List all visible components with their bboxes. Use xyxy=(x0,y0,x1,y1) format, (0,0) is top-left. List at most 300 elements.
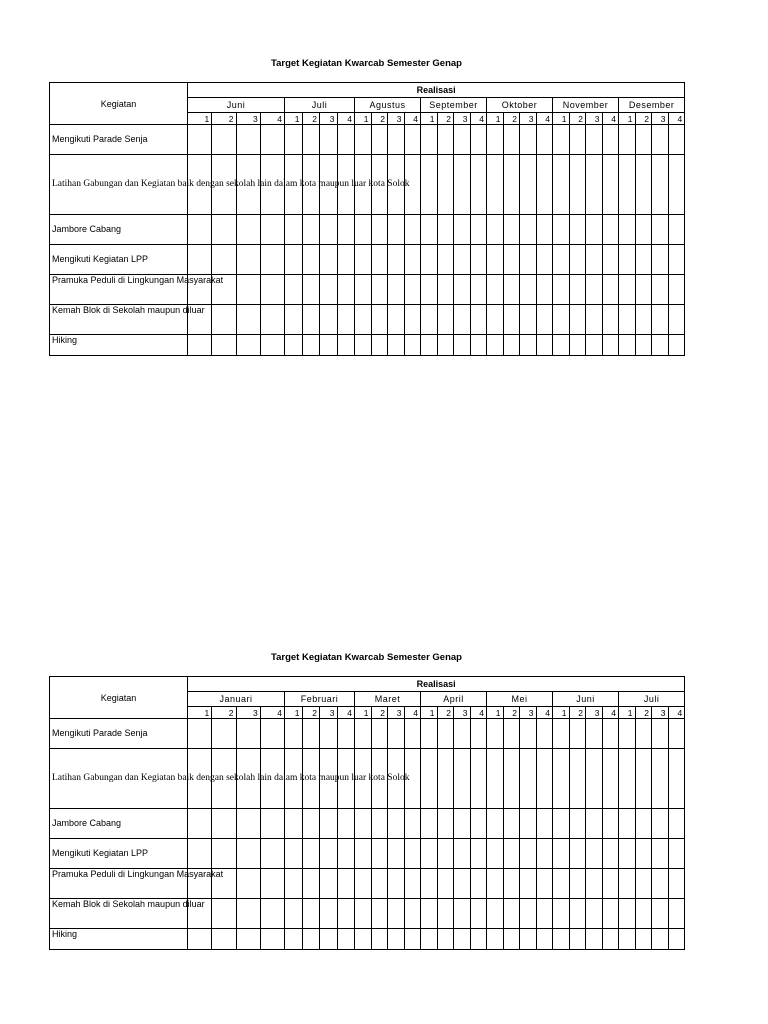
activity-name: Jambore Cabang xyxy=(50,809,188,839)
schedule-cell xyxy=(586,305,603,335)
month-header: September xyxy=(421,98,487,113)
schedule-cell xyxy=(602,335,619,356)
schedule-cell xyxy=(260,245,284,275)
week-number: 1 xyxy=(487,707,504,719)
activity-name: Mengikuti Kegiatan LPP xyxy=(50,245,188,275)
table-row xyxy=(50,749,685,809)
week-number: 2 xyxy=(503,113,520,125)
schedule-cell xyxy=(668,275,685,305)
week-number: 1 xyxy=(553,113,570,125)
schedule-cell xyxy=(503,305,520,335)
schedule-cell xyxy=(285,869,303,899)
schedule-cell xyxy=(188,839,212,869)
schedule-cell xyxy=(652,215,669,245)
schedule-cell xyxy=(260,869,284,899)
schedule-cell xyxy=(285,839,303,869)
schedule-cell xyxy=(371,809,388,839)
schedule-cell xyxy=(487,245,504,275)
schedule-cell xyxy=(602,125,619,155)
table-row xyxy=(50,245,685,275)
schedule-cell xyxy=(302,245,320,275)
schedule-cell xyxy=(652,245,669,275)
activity-name: Mengikuti Kegiatan LPP xyxy=(50,839,188,869)
schedule-cell xyxy=(371,275,388,305)
schedule-cell xyxy=(668,899,685,929)
schedule-cell xyxy=(355,899,372,929)
schedule-cell xyxy=(212,809,236,839)
schedule-cell xyxy=(260,899,284,929)
schedule-cell xyxy=(487,335,504,356)
schedule-cell xyxy=(320,839,338,869)
schedule-cell xyxy=(668,869,685,899)
schedule-cell xyxy=(212,305,236,335)
schedule-cell xyxy=(487,899,504,929)
schedule-cell xyxy=(487,719,504,749)
schedule-cell xyxy=(355,125,372,155)
schedule-cell xyxy=(320,305,338,335)
schedule-cell xyxy=(652,929,669,950)
schedule-cell xyxy=(536,839,553,869)
schedule-cell xyxy=(652,335,669,356)
schedule-cell xyxy=(421,929,438,950)
table-row xyxy=(50,869,685,899)
schedule-cell xyxy=(437,719,454,749)
schedule-cell xyxy=(371,869,388,899)
month-header: Januari xyxy=(188,692,285,707)
schedule-cell xyxy=(320,929,338,950)
month-header: Mei xyxy=(487,692,553,707)
schedule-cell xyxy=(586,749,603,809)
schedule-cell xyxy=(487,749,504,809)
schedule-cell xyxy=(236,869,260,899)
schedule-cell xyxy=(503,809,520,839)
schedule-cell xyxy=(302,869,320,899)
schedule-cell xyxy=(602,869,619,899)
month-header: Juli xyxy=(285,98,355,113)
schedule-cell xyxy=(404,275,421,305)
schedule-cell xyxy=(652,719,669,749)
kegiatan-header: Kegiatan xyxy=(50,677,188,719)
schedule-cell xyxy=(285,215,303,245)
schedule-cell xyxy=(260,929,284,950)
schedule-cell xyxy=(536,809,553,839)
week-number: 4 xyxy=(668,113,685,125)
schedule-cell xyxy=(371,335,388,356)
schedule-cell xyxy=(454,245,471,275)
table-row xyxy=(50,809,685,839)
schedule-cell xyxy=(188,809,212,839)
week-number: 3 xyxy=(520,707,537,719)
week-number: 2 xyxy=(302,113,320,125)
schedule-cell xyxy=(454,275,471,305)
week-number: 4 xyxy=(260,113,284,125)
table-row xyxy=(50,929,685,950)
schedule-cell xyxy=(337,305,355,335)
week-number: 1 xyxy=(553,707,570,719)
schedule-cell xyxy=(553,275,570,305)
month-header: April xyxy=(421,692,487,707)
schedule-cell xyxy=(421,275,438,305)
schedule-cell xyxy=(437,305,454,335)
week-number: 2 xyxy=(212,707,236,719)
schedule-cell xyxy=(553,245,570,275)
schedule-table xyxy=(49,82,685,356)
schedule-cell xyxy=(337,839,355,869)
schedule-cell xyxy=(602,245,619,275)
schedule-cell xyxy=(503,929,520,950)
schedule-cell xyxy=(536,869,553,899)
week-number: 2 xyxy=(503,707,520,719)
schedule-cell xyxy=(569,869,586,899)
schedule-cell xyxy=(404,869,421,899)
schedule-cell xyxy=(619,899,636,929)
schedule-cell xyxy=(212,929,236,950)
schedule-cell xyxy=(421,215,438,245)
schedule-cell xyxy=(320,275,338,305)
week-number: 3 xyxy=(320,113,338,125)
table-row xyxy=(50,839,685,869)
activity-name: Hiking xyxy=(50,335,188,356)
schedule-cell xyxy=(285,899,303,929)
schedule-cell xyxy=(536,125,553,155)
schedule-cell xyxy=(470,749,487,809)
schedule-cell xyxy=(355,215,372,245)
schedule-cell xyxy=(421,809,438,839)
schedule-cell xyxy=(553,719,570,749)
schedule-cell xyxy=(553,125,570,155)
schedule-cell xyxy=(388,839,405,869)
activity-name: Mengikuti Parade Senja xyxy=(50,125,188,155)
schedule-cell xyxy=(619,839,636,869)
schedule-cell xyxy=(569,275,586,305)
schedule-cell xyxy=(569,125,586,155)
schedule-cell xyxy=(404,125,421,155)
schedule-cell xyxy=(503,215,520,245)
schedule-cell xyxy=(668,155,685,215)
schedule-cell xyxy=(470,275,487,305)
activity-name: Latihan Gabungan dan Kegiatan baik dengan sekolah lain dalam kota maupun luar kota Solok xyxy=(50,155,188,215)
schedule-cell xyxy=(236,305,260,335)
schedule-cell xyxy=(668,305,685,335)
schedule-cell xyxy=(520,155,537,215)
schedule-cell xyxy=(602,899,619,929)
schedule-cell xyxy=(302,335,320,356)
week-number: 2 xyxy=(635,707,652,719)
activity-name: Pramuka Peduli di Lingkungan Masyarakat xyxy=(50,869,188,899)
schedule-cell xyxy=(302,899,320,929)
schedule-cell xyxy=(487,929,504,950)
week-number: 2 xyxy=(437,707,454,719)
schedule-cell xyxy=(437,839,454,869)
schedule-cell xyxy=(320,335,338,356)
schedule-cell xyxy=(470,839,487,869)
schedule-cell xyxy=(569,929,586,950)
schedule-cell xyxy=(302,809,320,839)
activity-name: Latihan Gabungan dan Kegiatan baik dengan sekolah lain dalam kota maupun luar kota Solok xyxy=(50,749,188,809)
schedule-cell xyxy=(619,335,636,356)
schedule-cell xyxy=(421,335,438,356)
schedule-cell xyxy=(371,305,388,335)
schedule-cell xyxy=(635,125,652,155)
schedule-cell xyxy=(337,719,355,749)
schedule-cell xyxy=(470,335,487,356)
week-number: 4 xyxy=(404,707,421,719)
schedule-cell xyxy=(355,869,372,899)
schedule-cell xyxy=(371,719,388,749)
schedule-cell xyxy=(602,155,619,215)
schedule-cell xyxy=(520,215,537,245)
week-number: 4 xyxy=(536,113,553,125)
week-number: 4 xyxy=(470,113,487,125)
schedule-cell xyxy=(388,335,405,356)
schedule-cell xyxy=(652,899,669,929)
schedule-cell xyxy=(619,929,636,950)
schedule-cell xyxy=(553,155,570,215)
schedule-cell xyxy=(487,215,504,245)
schedule-cell xyxy=(520,335,537,356)
schedule-cell xyxy=(454,899,471,929)
schedule-cell xyxy=(236,335,260,356)
schedule-cell xyxy=(302,929,320,950)
schedule-cell xyxy=(188,335,212,356)
week-number: 3 xyxy=(454,113,471,125)
week-number: 4 xyxy=(602,113,619,125)
schedule-cell xyxy=(668,335,685,356)
schedule-cell xyxy=(260,719,284,749)
schedule-cell xyxy=(503,275,520,305)
schedule-cell xyxy=(355,305,372,335)
schedule-cell xyxy=(320,125,338,155)
schedule-cell xyxy=(586,899,603,929)
schedule-cell xyxy=(586,719,603,749)
week-number: 3 xyxy=(652,707,669,719)
schedule-cell xyxy=(520,245,537,275)
schedule-cell xyxy=(437,869,454,899)
table-row xyxy=(50,719,685,749)
month-header: Maret xyxy=(355,692,421,707)
schedule-cell xyxy=(188,215,212,245)
schedule-cell xyxy=(285,245,303,275)
schedule-cell xyxy=(355,839,372,869)
schedule-cell xyxy=(421,899,438,929)
week-number: 1 xyxy=(355,707,372,719)
schedule-cell xyxy=(536,899,553,929)
table-row xyxy=(50,155,685,215)
schedule-cell xyxy=(536,215,553,245)
schedule-cell xyxy=(236,929,260,950)
schedule-cell xyxy=(337,125,355,155)
schedule-cell xyxy=(619,275,636,305)
schedule-cell xyxy=(285,809,303,839)
schedule-cell xyxy=(635,335,652,356)
schedule-cell xyxy=(586,125,603,155)
schedule-cell xyxy=(285,335,303,356)
schedule-cell xyxy=(520,749,537,809)
schedule-cell xyxy=(619,245,636,275)
schedule-cell xyxy=(520,719,537,749)
schedule-cell xyxy=(470,305,487,335)
schedule-cell xyxy=(586,869,603,899)
schedule-cell xyxy=(470,215,487,245)
schedule-cell xyxy=(635,869,652,899)
schedule-cell xyxy=(652,305,669,335)
schedule-cell xyxy=(569,809,586,839)
schedule-cell xyxy=(388,125,405,155)
schedule-cell xyxy=(668,245,685,275)
week-number: 2 xyxy=(212,113,236,125)
schedule-cell xyxy=(668,125,685,155)
schedule-cell xyxy=(635,305,652,335)
schedule-cell xyxy=(454,155,471,215)
schedule-cell xyxy=(404,929,421,950)
schedule-cell xyxy=(355,809,372,839)
schedule-cell xyxy=(437,899,454,929)
schedule-cell xyxy=(188,719,212,749)
month-header: November xyxy=(553,98,619,113)
schedule-cell xyxy=(503,899,520,929)
schedule-cell xyxy=(553,869,570,899)
schedule-cell xyxy=(404,245,421,275)
schedule-cell xyxy=(569,719,586,749)
schedule-cell xyxy=(602,305,619,335)
schedule-cell xyxy=(260,809,284,839)
schedule-cell xyxy=(503,869,520,899)
schedule-cell xyxy=(635,245,652,275)
schedule-cell xyxy=(586,155,603,215)
schedule-cell xyxy=(212,125,236,155)
schedule-cell xyxy=(470,719,487,749)
schedule-cell xyxy=(503,719,520,749)
schedule-cell xyxy=(320,245,338,275)
schedule-cell xyxy=(454,839,471,869)
schedule-cell xyxy=(302,125,320,155)
week-number: 3 xyxy=(320,707,338,719)
schedule-cell xyxy=(619,305,636,335)
schedule-cell xyxy=(503,839,520,869)
schedule-cell xyxy=(236,125,260,155)
schedule-cell xyxy=(404,839,421,869)
schedule-cell xyxy=(668,215,685,245)
schedule-cell xyxy=(668,719,685,749)
schedule-cell xyxy=(619,125,636,155)
schedule-cell xyxy=(212,899,236,929)
schedule-cell xyxy=(285,719,303,749)
schedule-cell xyxy=(355,245,372,275)
week-number: 2 xyxy=(569,113,586,125)
schedule-cell xyxy=(586,215,603,245)
activity-name: Jambore Cabang xyxy=(50,215,188,245)
schedule-cell xyxy=(337,899,355,929)
schedule-cell xyxy=(355,929,372,950)
week-number: 4 xyxy=(337,113,355,125)
month-header: Oktober xyxy=(487,98,553,113)
schedule-cell xyxy=(635,899,652,929)
schedule-cell xyxy=(652,869,669,899)
schedule-cell xyxy=(635,719,652,749)
schedule-cell xyxy=(404,809,421,839)
schedule-cell xyxy=(404,899,421,929)
schedule-cell xyxy=(487,125,504,155)
schedule-cell xyxy=(320,899,338,929)
schedule-cell xyxy=(470,869,487,899)
month-header: Juli xyxy=(619,692,685,707)
week-number: 4 xyxy=(536,707,553,719)
schedule-cell xyxy=(285,929,303,950)
schedule-cell xyxy=(260,839,284,869)
schedule-cell xyxy=(619,155,636,215)
table-row xyxy=(50,125,685,155)
month-header: Februari xyxy=(285,692,355,707)
schedule-cell xyxy=(260,335,284,356)
schedule-cell xyxy=(236,809,260,839)
activity-name: Pramuka Peduli di Lingkungan Masyarakat xyxy=(50,275,188,305)
schedule-cell xyxy=(619,809,636,839)
schedule-cell xyxy=(652,125,669,155)
week-number: 2 xyxy=(371,707,388,719)
schedule-cell xyxy=(388,869,405,899)
schedule-cell xyxy=(569,215,586,245)
schedule-cell xyxy=(520,275,537,305)
schedule-cell xyxy=(586,245,603,275)
schedule-cell xyxy=(236,899,260,929)
schedule-cell xyxy=(212,245,236,275)
schedule-cell xyxy=(337,275,355,305)
schedule-section-1 xyxy=(49,58,684,356)
schedule-cell xyxy=(503,155,520,215)
schedule-cell xyxy=(553,215,570,245)
schedule-cell xyxy=(454,335,471,356)
schedule-cell xyxy=(553,305,570,335)
schedule-cell xyxy=(388,809,405,839)
schedule-cell xyxy=(404,215,421,245)
week-number: 3 xyxy=(454,707,471,719)
schedule-cell xyxy=(536,749,553,809)
schedule-cell xyxy=(635,749,652,809)
schedule-cell xyxy=(520,125,537,155)
schedule-cell xyxy=(260,305,284,335)
schedule-cell xyxy=(371,899,388,929)
schedule-cell xyxy=(652,275,669,305)
schedule-cell xyxy=(586,275,603,305)
week-number: 3 xyxy=(388,707,405,719)
week-number: 4 xyxy=(470,707,487,719)
schedule-cell xyxy=(302,305,320,335)
schedule-cell xyxy=(285,125,303,155)
schedule-cell xyxy=(619,749,636,809)
schedule-cell xyxy=(487,869,504,899)
schedule-cell xyxy=(602,839,619,869)
schedule-cell xyxy=(586,839,603,869)
realisasi-header: Realisasi xyxy=(188,677,685,692)
schedule-cell xyxy=(285,275,303,305)
schedule-cell xyxy=(569,245,586,275)
schedule-cell xyxy=(404,305,421,335)
week-number: 2 xyxy=(371,113,388,125)
schedule-cell xyxy=(619,869,636,899)
schedule-cell xyxy=(635,839,652,869)
schedule-cell xyxy=(371,839,388,869)
schedule-cell xyxy=(520,869,537,899)
schedule-cell xyxy=(536,929,553,950)
schedule-cell xyxy=(470,899,487,929)
schedule-cell xyxy=(212,719,236,749)
schedule-cell xyxy=(388,929,405,950)
schedule-cell xyxy=(388,719,405,749)
week-number: 4 xyxy=(668,707,685,719)
month-header: Agustus xyxy=(355,98,421,113)
schedule-cell xyxy=(454,869,471,899)
schedule-cell xyxy=(337,215,355,245)
